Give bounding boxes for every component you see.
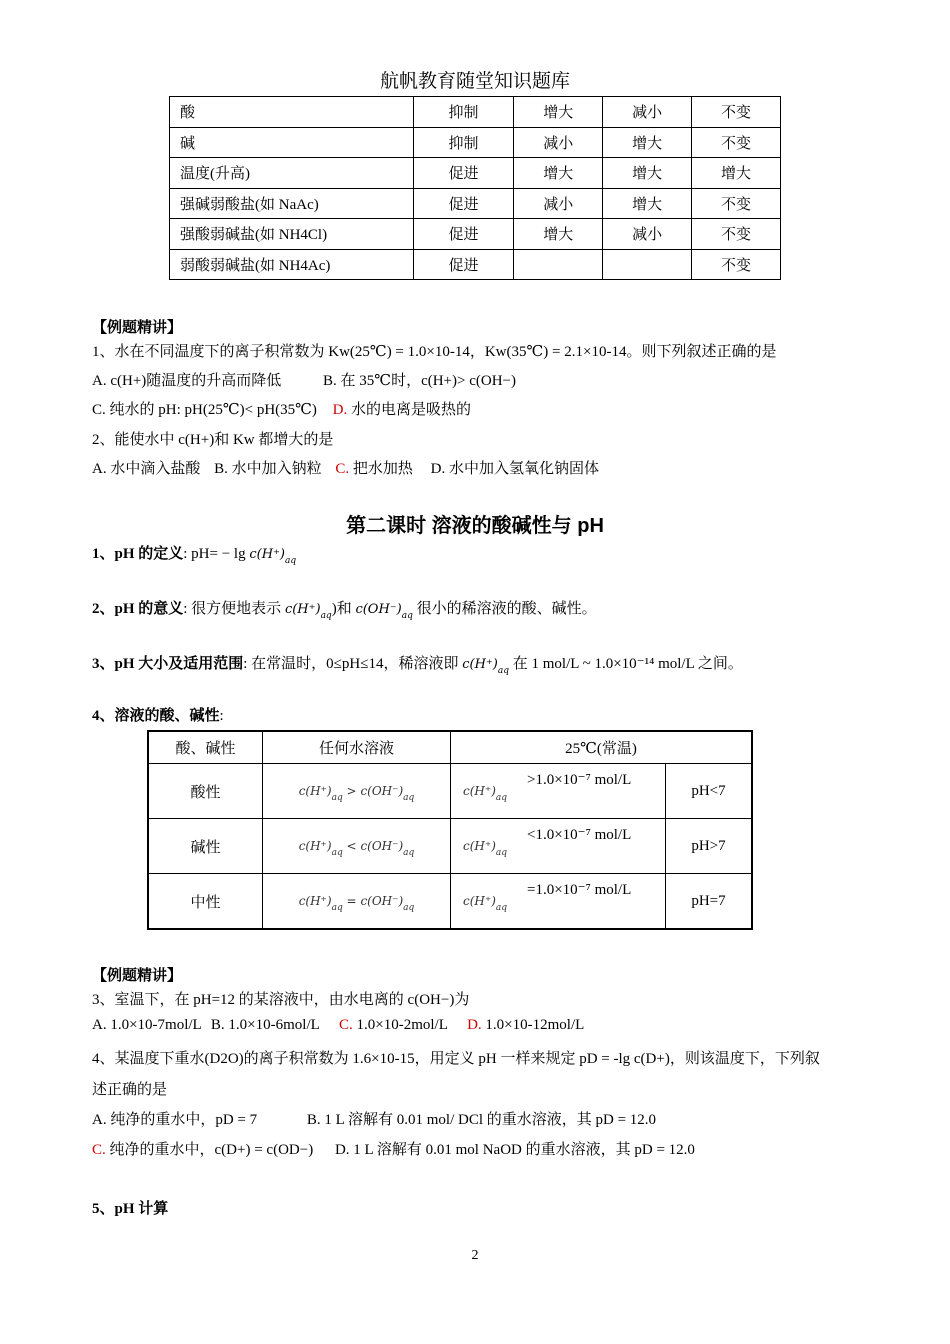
q4-option-c: 纯净的重水中，c(D+) = c(OD−) — [105, 1142, 314, 1158]
concentration-value: =1.0×10⁻⁷ mol/L — [527, 882, 632, 898]
q1-answer-letter-d: D. — [332, 402, 348, 418]
acidity-name: 碱性 — [148, 819, 263, 874]
point-3 — [92, 652, 743, 676]
q4-answer-letter-c: C. — [92, 1142, 106, 1158]
example-heading-1: 【例题精讲】 — [92, 320, 183, 336]
acidity-name: 酸性 — [148, 764, 263, 819]
point-1-text: : pH= − lg — [183, 546, 246, 562]
factor-cell: 不变 — [692, 219, 781, 250]
q3-options — [92, 1017, 584, 1034]
concentration-value: >1.0×10⁻⁷ mol/L — [527, 772, 632, 788]
factor-cell: 不变 — [692, 127, 781, 158]
factor-cell: 促进 — [413, 188, 514, 219]
factor-cell: 增大 — [514, 97, 603, 128]
factor-row — [170, 158, 781, 189]
factor-row — [170, 219, 781, 250]
q4-options-ab — [92, 1108, 656, 1129]
concentration-cell: $c(H^+)_{aq}$ <1.0×10⁻⁷ mol/L — [451, 819, 666, 874]
point-2-text: : 很方便地表示 — [183, 601, 282, 617]
factor-name: 强碱弱酸盐(如 NaAc) — [170, 188, 414, 219]
factor-cell: 减小 — [603, 219, 692, 250]
q2-option-d: D. 水中加入氢氧化钠固体 — [430, 461, 599, 477]
point-2 — [92, 597, 597, 621]
acidity-row — [148, 874, 752, 930]
factor-cell: 增大 — [603, 127, 692, 158]
point-3-text: : 在常温时，0≤pH≤14，稀溶液即 — [243, 656, 459, 672]
factor-row — [170, 188, 781, 219]
factor-name: 弱酸弱碱盐(如 NH4Ac) — [170, 249, 414, 280]
q3-answer-letter-c: C. — [338, 1017, 353, 1033]
q2-option-a: A. 水中滴入盐酸 — [92, 461, 201, 477]
acidity-row — [148, 819, 752, 874]
formula-cH: $c(H^+)_{aq}$ — [249, 547, 297, 566]
formula-cH: $c(H^+)_{aq}$ — [462, 657, 509, 676]
point-5-label: 5、pH 计算 — [92, 1201, 169, 1217]
q3-answer-letter-d: D. — [467, 1017, 482, 1033]
q1-option-d: 水的电离是吸热的 — [347, 402, 472, 418]
q2-answer-letter-c: C. — [335, 461, 350, 477]
factor-cell: 促进 — [413, 249, 514, 280]
factor-cell: 增大 — [603, 188, 692, 219]
page-header: 航帆教育随堂知识题库 — [379, 71, 570, 92]
q2-options — [92, 457, 599, 478]
concentration-value: <1.0×10⁻⁷ mol/L — [527, 827, 632, 843]
point-2-tail: 很小的稀溶液的酸、碱性。 — [416, 601, 597, 617]
q3-option-a: A. 1.0×10-7mol/L — [92, 1017, 202, 1033]
factor-name: 碱 — [170, 127, 414, 158]
acidity-table — [147, 730, 753, 930]
concentration-cell: $c(H^+)_{aq}$ =1.0×10⁻⁷ mol/L — [451, 874, 666, 930]
q2-option-c: 把水加热 — [349, 461, 413, 477]
example-heading-2: 【例题精讲】 — [92, 968, 183, 984]
point-1-label: 1、pH 的定义 — [92, 546, 184, 562]
section-title: 第二课时 溶液的酸碱性与 pH — [346, 515, 604, 537]
factor-cell: 不变 — [692, 97, 781, 128]
q1-options-cd — [92, 398, 471, 419]
formula-cH: $c(H^+)_{aq}$ — [284, 602, 332, 621]
relation-formula: $c(H^+)_{aq} < c(OH^-)_{aq}$ — [263, 819, 451, 874]
q4-options-cd — [92, 1138, 695, 1159]
factor-name: 强酸弱碱盐(如 NH4Cl) — [170, 219, 414, 250]
point-4-label: 4、溶液的酸、碱性 — [92, 708, 220, 724]
factor-name: 温度(升高) — [170, 158, 414, 189]
factor-cell: 不变 — [692, 188, 781, 219]
factor-cell: 减小 — [514, 127, 603, 158]
t2-header-any: 任何水溶液 — [263, 731, 451, 764]
factor-cell: 增大 — [514, 219, 603, 250]
q4-option-b: B. 1 L 溶解有 0.01 mol/ DCl 的重水溶液，其 pD = 12.0 — [306, 1112, 657, 1128]
ph-cell: pH>7 — [666, 819, 753, 874]
page-number: 2 — [471, 1248, 479, 1263]
relation-formula: $c(H^+)_{aq} = c(OH^-)_{aq}$ — [263, 874, 451, 930]
t2-header-25c: 25℃(常温) — [451, 731, 753, 764]
factor-cell — [603, 249, 692, 280]
question-4-line-1: 4、某温度下重水(D2O)的离子积常数为 1.6×10-15，用定义 pH 一样来规定 pD = -lg c(D+)，则该温度下，下列叙 — [92, 1051, 820, 1067]
q1-option-a: A. c(H+)随温度的升高而降低 — [92, 373, 282, 389]
question-3: 3、室温下，在 pH=12 的某溶液中，由水电离的 c(OH−)为 — [92, 992, 470, 1008]
q4-option-d: D. 1 L 溶解有 0.01 mol NaOD 的重水溶液，其 pD = 12.0 — [334, 1142, 695, 1158]
factor-table — [169, 96, 781, 280]
q1-option-b: B. 在 35℃时，c(H+)> c(OH−) — [323, 373, 516, 389]
ph-cell: pH=7 — [666, 874, 753, 930]
factor-cell: 增大 — [692, 158, 781, 189]
t2-header-type: 酸、碱性 — [148, 731, 263, 764]
factor-cell: 增大 — [603, 158, 692, 189]
factor-cell: 促进 — [413, 158, 514, 189]
q1-option-c: C. 纯水的 pH: pH(25℃)< pH(35℃) — [92, 402, 317, 418]
q3-option-b: B. 1.0×10-6mol/L — [210, 1017, 320, 1033]
concentration-cell: $c(H^+)_{aq}$ >1.0×10⁻⁷ mol/L — [451, 764, 666, 819]
question-1: 1、水在不同温度下的离子积常数为 Kw(25℃) = 1.0×10-14，Kw(35℃) = 2.1×10-14。则下列叙述正确的是 — [92, 344, 777, 360]
point-2-and: )和 — [331, 601, 352, 617]
factor-cell: 抑制 — [413, 97, 514, 128]
q2-option-b: B. 水中加入钠粒 — [214, 461, 322, 477]
factor-row — [170, 249, 781, 280]
acidity-name: 中性 — [148, 874, 263, 930]
point-3-tail: 在 1 mol/L ~ 1.0×10⁻¹⁴ mol/L 之间。 — [512, 656, 743, 672]
point-3-label: 3、pH 大小及适用范围 — [92, 656, 244, 672]
factor-cell: 不变 — [692, 249, 781, 280]
point-4-colon: : — [219, 708, 224, 724]
point-2-label: 2、pH 的意义 — [92, 601, 184, 617]
factor-row — [170, 127, 781, 158]
point-4 — [92, 704, 224, 725]
q3-option-d: 1.0×10-12mol/L — [481, 1017, 585, 1033]
factor-cell: 减小 — [514, 188, 603, 219]
point-1 — [92, 542, 297, 566]
factor-cell: 减小 — [603, 97, 692, 128]
question-2: 2、能使水中 c(H+)和 Kw 都增大的是 — [92, 432, 334, 448]
acidity-row — [148, 764, 752, 819]
factor-name: 酸 — [170, 97, 414, 128]
formula-cOH: $c(OH^-)_{aq}$ — [355, 602, 413, 621]
question-4-line-2: 述正确的是 — [92, 1082, 168, 1098]
factor-row — [170, 97, 781, 128]
factor-cell: 增大 — [514, 158, 603, 189]
factor-cell: 抑制 — [413, 127, 514, 158]
factor-cell: 促进 — [413, 219, 514, 250]
relation-formula: $c(H^+)_{aq} > c(OH^-)_{aq}$ — [263, 764, 451, 819]
q4-option-a: A. 纯净的重水中，pD = 7 — [92, 1112, 258, 1128]
q1-options-ab — [92, 369, 516, 390]
factor-cell — [514, 249, 603, 280]
q3-option-c: 1.0×10-2mol/L — [352, 1017, 448, 1033]
ph-cell: pH<7 — [666, 764, 753, 819]
